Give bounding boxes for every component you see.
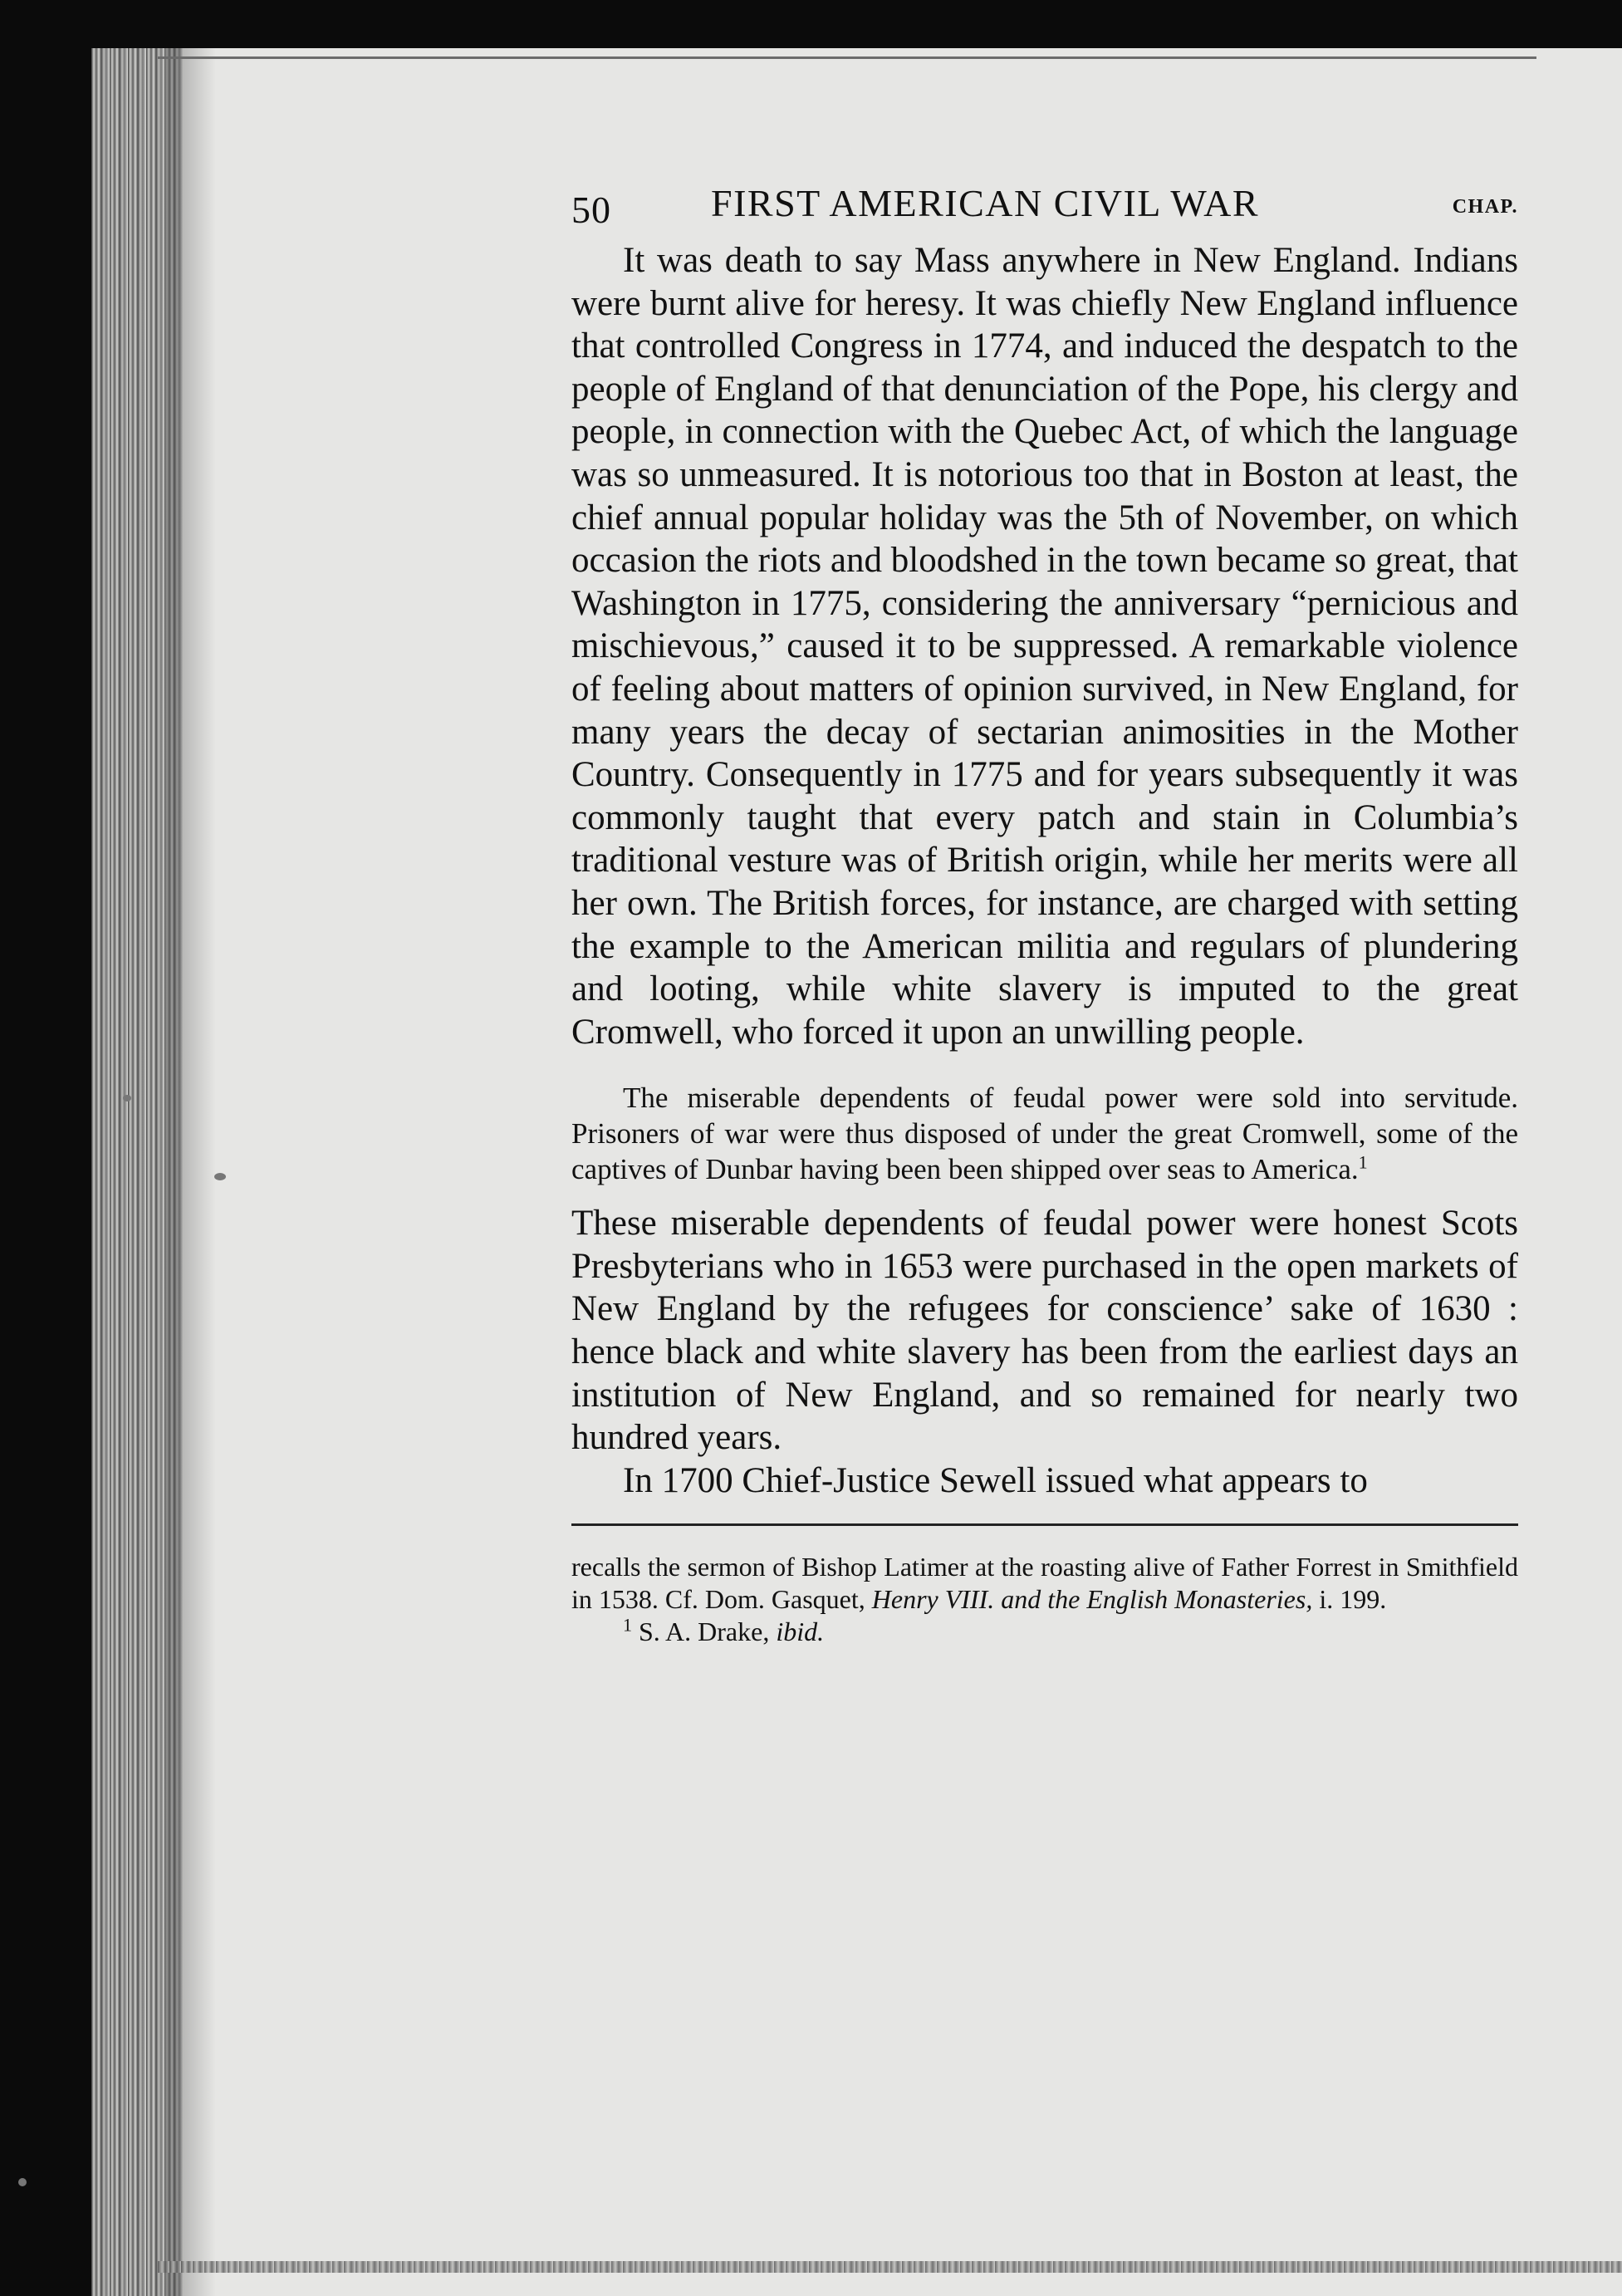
- footnote-continued: [571, 1551, 1518, 1616]
- footnote-continued-text: recalls the sermon of Bishop Latimer at the roasting alive of Father Forrest in Smithfield in 1538. Cf. Dom. Gasquet,: [571, 1552, 1518, 1615]
- footnote-1-text: S. A. Drake,: [639, 1617, 770, 1647]
- paragraph-2: These miserable dependents of feudal power were honest Scots Presbyterians who in 1653 were purchased in the open markets of New England by the refugees for conscience’ sake of 1630 : hence black and white slavery has been from the earliest days an institution of New England, and so remained for nearly two hundred years.: [571, 1204, 1518, 1458]
- text-block: [571, 181, 1518, 1648]
- scan-speck: [18, 2178, 27, 2186]
- footnote-reference-1: 1: [1358, 1151, 1368, 1173]
- scan-speck: [214, 1173, 226, 1180]
- page-edge-shadow: [166, 48, 216, 2296]
- footnote-continued-title: Henry VIII. and the English Monasteries,: [871, 1584, 1313, 1615]
- paragraph-1: It was death to say Mass anywhere in New England. Indians were burnt alive for heresy. It was chiefly New England influence that controlled Congress in 1774, and induced the despatch to the people of England of that denunciation of the Pope, his clergy and people, in connection with the Quebec Act, of which the language was so unmeasured. It is notorious too that in Boston at least, the chief annual popular holiday was the 5th of November, on which occasion the riots and bloodshed in the town became so great, that Washington in 1775, considering the anniversary “pernicious and mischievous,” caused it to be suppressed. A remarkable violence of feeling about matters of opinion survived, in New England, for many years the decay of sectarian animosities in the Mother Country. Consequently in 1775 and for years subsequently it was commonly taught that every patch and stain in Columbia’s traditional vesture was of British origin, while her merits were all her own. The British forces, for instance, are charged with setting the example to the American militia and regulars of plundering and looting, while white slavery is imputed to the great Cromwell, who forced it upon an unwilling people.: [571, 241, 1518, 1052]
- page-top-edge: [158, 56, 1536, 59]
- footnote-1: [571, 1616, 1518, 1648]
- scan-speck: [123, 1095, 131, 1101]
- running-title: FIRST AMERICAN CIVIL WAR: [711, 182, 1260, 224]
- footnote-1-italic: ibid.: [776, 1617, 825, 1647]
- block-quote-text: The miserable dependents of feudal power were sold into servitude. Prisoners of war were thus disposed of under the great Cromwell, some of the captives of Dunbar having been been shipped over seas to America.: [571, 1082, 1518, 1186]
- running-head: [571, 181, 1518, 239]
- page-bottom-edge: [158, 2261, 1622, 2273]
- block-quote: [571, 1080, 1518, 1187]
- footnote-continued-tail: i. 199.: [1319, 1584, 1387, 1615]
- paragraph-3: In 1700 Chief-Justice Sewell issued what appears to: [623, 1460, 1368, 1500]
- footnote-1-mark: 1: [623, 1614, 632, 1636]
- footnotes: [571, 1551, 1518, 1648]
- chapter-label: CHAP.: [1452, 196, 1518, 218]
- footnote-divider: [571, 1523, 1518, 1526]
- page-number: 50: [571, 189, 611, 231]
